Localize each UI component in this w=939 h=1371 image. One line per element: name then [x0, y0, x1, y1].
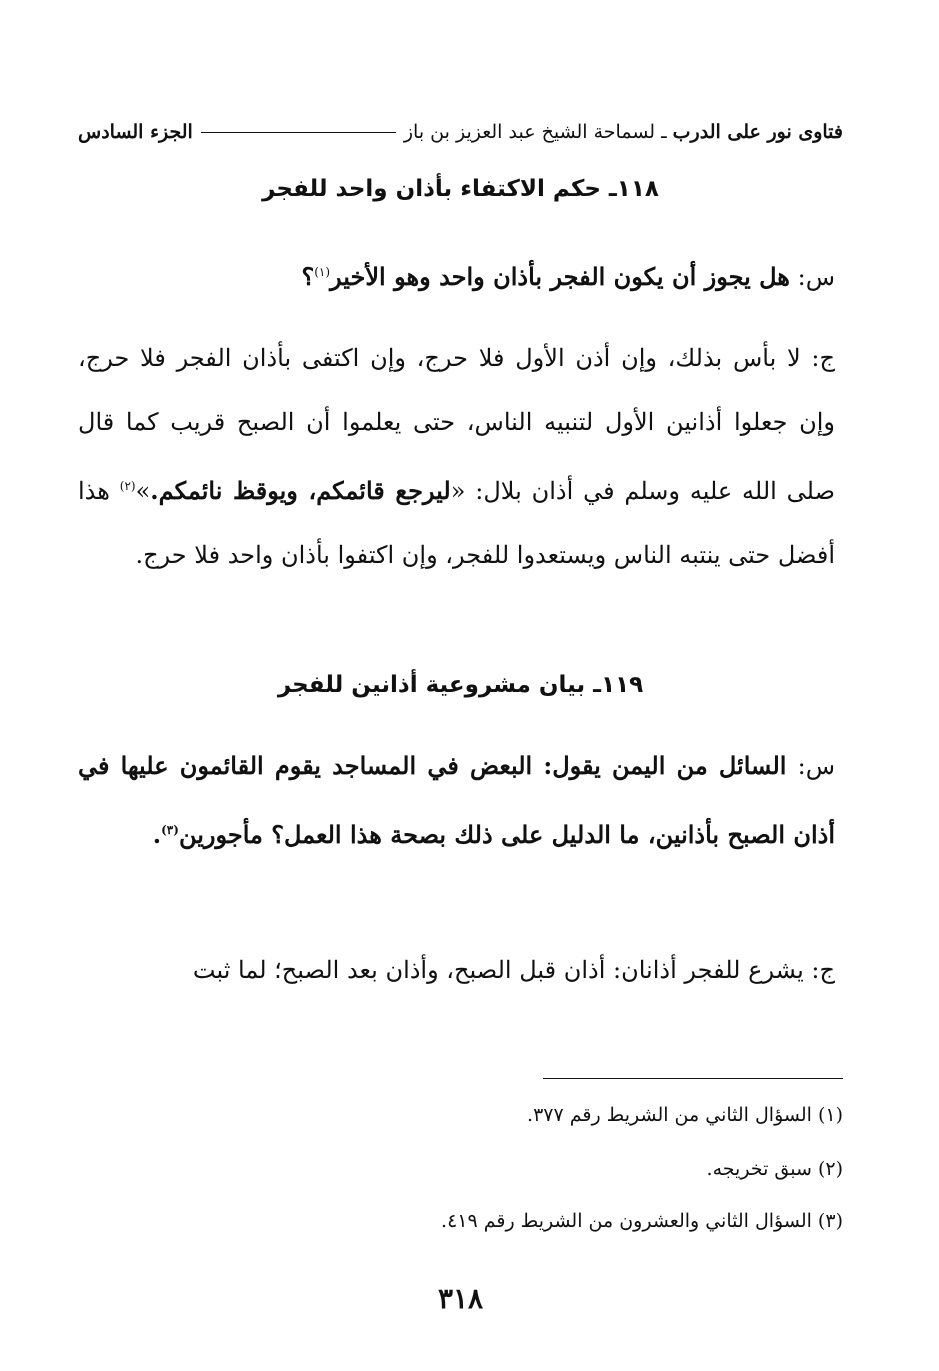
header-rule: [201, 132, 396, 133]
answer-lead: ج:: [811, 344, 835, 372]
quote-close: »: [135, 477, 151, 505]
section-heading-118: ١١٨ـ حكم الاكتفاء بأذان واحد للفجر: [262, 176, 659, 202]
question-lead: س:: [797, 752, 836, 780]
page-number: ٣١٨: [437, 1282, 484, 1315]
book-page: [78, 0, 843, 1371]
answer-text: يشرع للفجر أذانان: أذان قبل الصبح، وأذان بعد الصبح؛ لما ثبت: [192, 956, 804, 984]
header-author: لسماحة الشيخ عبد العزيز بن باز: [403, 121, 656, 143]
header-book-title: فتاوى نور على الدرب: [672, 121, 843, 143]
header-volume: الجزء السادس: [78, 121, 193, 143]
question-end: .: [152, 820, 162, 849]
running-header: [78, 116, 843, 148]
footnote-2: (٢) سبق تخريجه.: [706, 1158, 843, 1180]
answer-text-part2: هذا أفضل حتى ينتبه الناس ويستعدوا للفجر، وإن اكتفوا بأذان واحد فلا حرج.: [78, 477, 835, 569]
question-text: السائل من اليمن يقول: البعض في المساجد يقوم القائمون عليها في أذان الصبح بأذانين، ما الدليل على ذلك بصحة هذا العمل؟ مأجورين: [78, 751, 835, 849]
section-heading-119: ١١٩ـ بيان مشروعية أذانين للفجر: [277, 672, 644, 698]
hadith-quote: ليرجع قائمكم، ويوقظ نائمكم.: [150, 476, 451, 505]
header-separator: ـ: [661, 121, 667, 143]
footnote-ref-3: (٣): [161, 823, 179, 837]
answer-118: [78, 326, 843, 587]
answer-lead: ج:: [811, 956, 835, 984]
question-119: [78, 734, 843, 867]
footnote-3: (٣) السؤال الثاني والعشرون من الشريط رقم ٤١٩.: [441, 1210, 843, 1232]
question-lead: س:: [797, 263, 835, 291]
question-mark: ؟: [301, 262, 315, 291]
question-text: هل يجوز أن يكون الفجر بأذان واحد وهو الأخير: [330, 262, 790, 291]
footnote-ref-2: (٢): [119, 479, 136, 493]
footnote-ref-1: (١): [314, 265, 331, 279]
question-118: [78, 240, 843, 309]
answer-text-part1: لا بأس بذلك، وإن أذن الأول فلا حرج، وإن اكتفى بأذان الفجر فلا حرج، وإن جعلوا أذانين الأول لتنبيه الناس، حتى يعلموا أن الصبح قريب كما قال صلى الله عليه وسلم في أذان بلال: «: [78, 344, 835, 505]
footnote-1: (١) السؤال الثاني من الشريط رقم ٣٧٧.: [527, 1104, 843, 1126]
footnote-rule: [543, 1078, 843, 1079]
answer-119: [78, 938, 843, 1002]
